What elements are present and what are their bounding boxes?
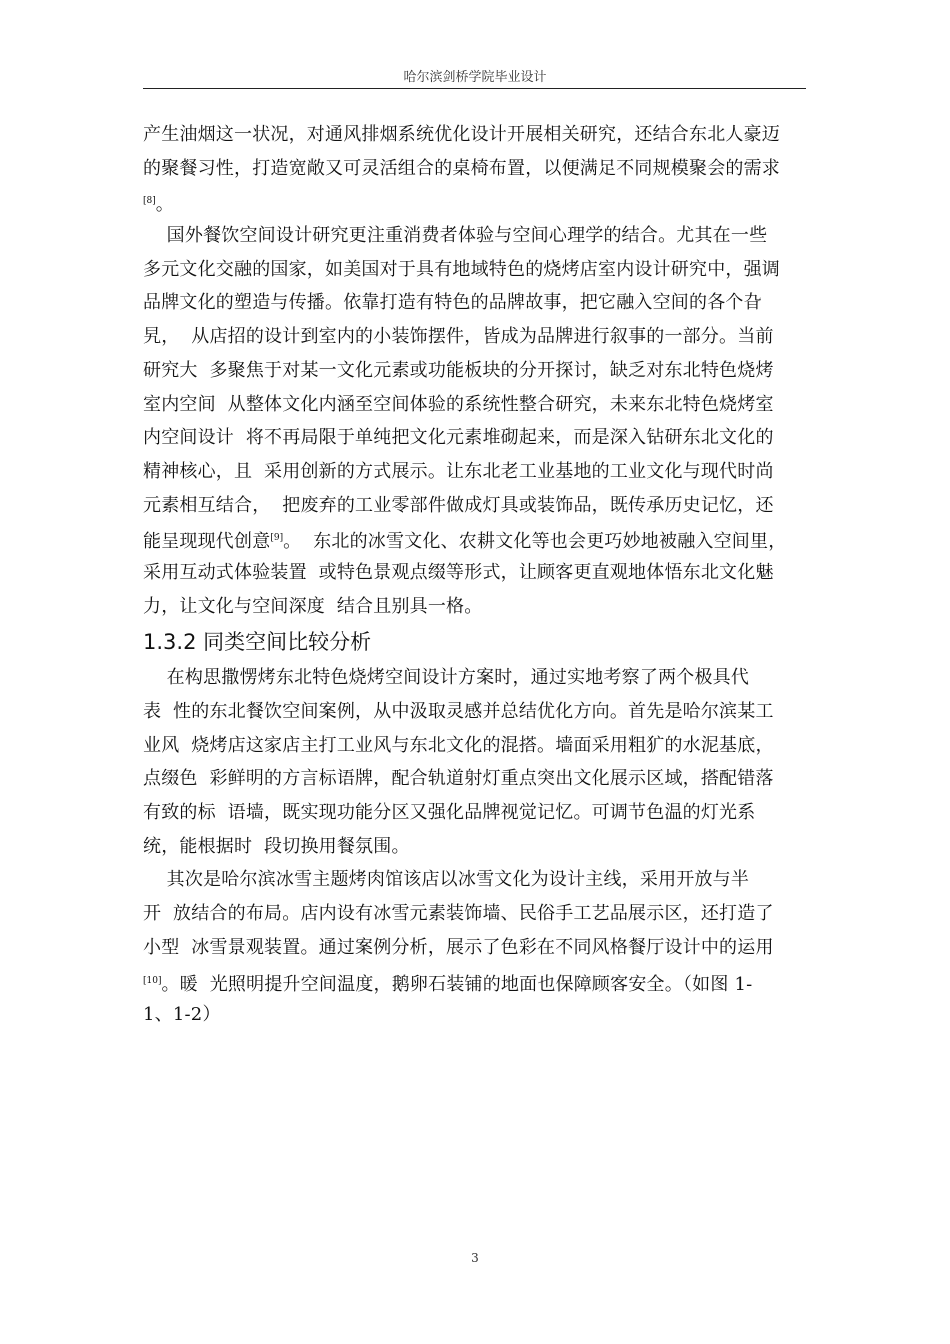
text-line bbox=[143, 830, 810, 864]
text-run: 多元文化交融的国家，如美国对于具有地域特色的烧烤店室内设计研究中，强调 bbox=[143, 258, 780, 280]
text-run: 产生油烟这一状况，对通风排烟系统优化设计开展相关研究，还结合东北人豪迈 bbox=[143, 124, 780, 145]
text-run: 旯， 从店招的设计到室内的小装饰摆件，皆成为品牌进行叙事的一部分。当前 bbox=[143, 326, 774, 348]
header-divider bbox=[143, 88, 806, 89]
text-run: 力，让文化与空间深度 结合且别具一格。 bbox=[143, 595, 483, 617]
document-body bbox=[143, 118, 810, 1032]
text-run: 点缀色 彩鲜明的方言标语牌，配合轨道射灯重点突出文化展示区域，搭配错落 bbox=[143, 768, 774, 790]
text-run: 内空间设计 将不再局限于单纯把文化元素堆砌起来，而是深入钻研东北文化的 bbox=[143, 427, 774, 449]
text-line bbox=[143, 931, 810, 965]
text-run: 精神核心，且 采用创新的方式展示。让东北老工业基地的工业文化与现代时尚 bbox=[143, 460, 774, 482]
text-line bbox=[143, 695, 810, 729]
page-number: 3 bbox=[471, 1251, 479, 1265]
citation-reference: [10] bbox=[143, 975, 162, 986]
paragraph bbox=[143, 661, 810, 863]
running-header: 哈尔滨剑桥学院毕业设计 bbox=[403, 70, 547, 85]
text-line bbox=[143, 863, 810, 897]
text-line bbox=[143, 522, 810, 556]
text-line bbox=[143, 998, 810, 1032]
paragraph bbox=[143, 219, 810, 623]
text-run: 1、1-2） bbox=[143, 1004, 221, 1026]
text-run: 业风 烧烤店这家店主打工业风与东北文化的混搭。墙面采用粗犷的水泥基底， bbox=[143, 734, 774, 756]
text-run: 小型 冰雪景观装置。通过案例分析，展示了色彩在不同风格餐厅设计中的运用 bbox=[143, 936, 774, 958]
text-line bbox=[143, 729, 810, 763]
paragraph bbox=[143, 863, 810, 1031]
paragraph-group-b bbox=[143, 661, 810, 1032]
text-run: 其次是哈尔滨冰雪主题烤肉馆该店以冰雪文化为设计主线，采用开放与半 bbox=[143, 869, 750, 891]
text-line bbox=[143, 253, 810, 287]
text-run: 有致的标 语墙，既实现功能分区又强化品牌视觉记忆。可调节色温的灯光系 bbox=[143, 802, 756, 824]
text-run: 的聚餐习性，打造宽敞又可灵活组合的桌椅布置，以便满足不同规模聚会的需求 bbox=[143, 157, 780, 179]
text-run: 室内空间 从整体文化内涵至空间体验的系统性整合研究，未来东北特色烧烤室 bbox=[143, 393, 774, 415]
text-run: 统，能根据时 段切换用餐氛围。 bbox=[143, 835, 410, 857]
text-line bbox=[143, 320, 810, 354]
text-run: 品牌文化的塑造与传播。依靠打造有特色的品牌故事，把它融入空间的各个旮 bbox=[143, 292, 762, 314]
text-run: 。 bbox=[155, 194, 174, 216]
text-line bbox=[143, 661, 810, 695]
text-line bbox=[143, 388, 810, 422]
paragraph bbox=[143, 118, 810, 219]
text-line bbox=[143, 152, 810, 186]
text-line bbox=[143, 219, 810, 253]
text-line bbox=[143, 118, 810, 152]
text-run: 元素相互结合， 把废弃的工业零部件做成灯具或装饰品，既传承历史记忆，还 bbox=[143, 494, 774, 516]
text-line bbox=[143, 185, 810, 219]
paragraph-group-a bbox=[143, 118, 810, 623]
text-run: 能呈现现代创意 bbox=[143, 531, 271, 553]
text-run: 国外餐饮空间设计研究更注重消费者体验与空间心理学的结合。尤其在一些 bbox=[143, 225, 768, 247]
text-line bbox=[143, 897, 810, 931]
text-run: 开 放结合的布局。店内设有冰雪元素装饰墙、民俗手工艺品展示区，还打造了 bbox=[143, 903, 774, 925]
text-line bbox=[143, 590, 810, 624]
text-line bbox=[143, 354, 810, 388]
text-line bbox=[143, 421, 810, 455]
text-run: 研究大 多聚焦于对某一文化元素或功能板块的分开探讨，缺乏对东北特色烧烤 bbox=[143, 359, 774, 381]
citation-reference: [9] bbox=[270, 533, 284, 544]
text-line bbox=[143, 965, 810, 999]
text-run: 采用互动式体验装置 或特色景观点缀等形式，让顾客更直观地体悟东北文化魅 bbox=[143, 561, 774, 583]
text-run: 在构思撒愣烤东北特色烧烤空间设计方案时，通过实地考察了两个极具代 bbox=[143, 667, 750, 689]
text-line bbox=[143, 455, 810, 489]
text-line bbox=[143, 556, 810, 590]
text-line bbox=[143, 762, 810, 796]
section-heading: 1.3.2 同类空间比较分析 bbox=[143, 630, 372, 655]
text-line bbox=[143, 489, 810, 523]
text-run: 。暖 光照明提升空间温度，鹅卵石装铺的地面也保障顾客安全。（如图 1- bbox=[161, 973, 753, 995]
citation-reference: [8] bbox=[143, 196, 156, 207]
text-line bbox=[143, 796, 810, 830]
text-line bbox=[143, 286, 810, 320]
text-run: 表 性的东北餐饮空间案例，从中汲取灵感并总结优化方向。首先是哈尔滨某工 bbox=[143, 701, 774, 722]
text-run: 。 东北的冰雪文化、农耕文化等也会更巧妙地被融入空间里， bbox=[283, 531, 787, 553]
